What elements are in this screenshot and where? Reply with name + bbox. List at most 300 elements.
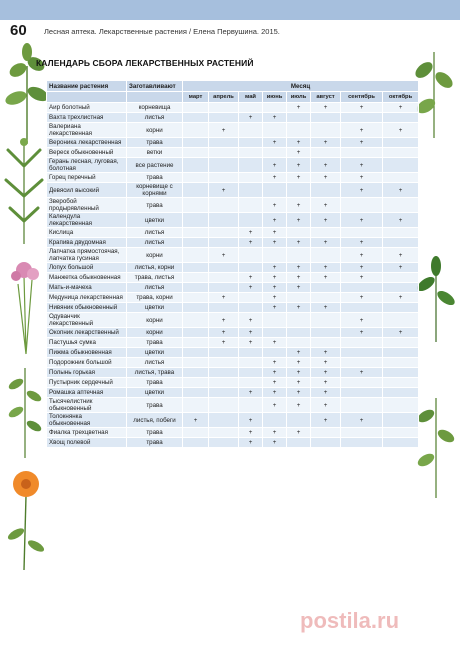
month-cell: + (239, 388, 263, 398)
table-row (47, 198, 419, 213)
month-header-row (47, 92, 419, 103)
month-header: июнь (263, 92, 287, 103)
month-cell (263, 148, 287, 158)
month-cell: + (311, 348, 341, 358)
plant-name-cell: Вереск обыкновенный (47, 148, 127, 158)
month-cell: + (263, 228, 287, 238)
month-header: октябрь (383, 92, 419, 103)
month-cell: + (311, 173, 341, 183)
month-cell (209, 398, 239, 413)
month-cell (287, 438, 311, 448)
month-cell: + (311, 388, 341, 398)
month-cell: + (287, 283, 311, 293)
plant-name-cell: Горец перечный (47, 173, 127, 183)
month-cell: + (287, 378, 311, 388)
table-row (47, 398, 419, 413)
plant-name-cell: Одуванчик лекарственный (47, 313, 127, 328)
month-cell: + (209, 328, 239, 338)
month-cell (239, 173, 263, 183)
month-cell (239, 378, 263, 388)
month-cell: + (209, 313, 239, 328)
month-cell (341, 338, 383, 348)
month-cell (383, 228, 419, 238)
plant-name-cell: Манжетка обыкновенная (47, 273, 127, 283)
table-row (47, 428, 419, 438)
month-cell (183, 293, 209, 303)
month-cell: + (341, 263, 383, 273)
month-cell: + (263, 283, 287, 293)
month-cell (183, 328, 209, 338)
month-cell: + (311, 213, 341, 228)
column-header-plant: Название растения (47, 81, 127, 92)
month-cell: + (287, 198, 311, 213)
month-cell: + (341, 213, 383, 228)
month-cell (183, 338, 209, 348)
column-header-month: Месяц (183, 81, 419, 92)
harvest-calendar-table (46, 80, 419, 448)
month-cell: + (311, 413, 341, 428)
month-cell: + (383, 123, 419, 138)
month-cell (341, 113, 383, 123)
month-cell (341, 378, 383, 388)
month-cell (209, 303, 239, 313)
table-row (47, 158, 419, 173)
month-cell: + (263, 238, 287, 248)
plant-name-cell: Пижма обыкновенная (47, 348, 127, 358)
month-cell: + (263, 368, 287, 378)
month-cell (383, 148, 419, 158)
month-cell (383, 348, 419, 358)
month-cell: + (209, 248, 239, 263)
plant-name-cell: Ромашка аптечная (47, 388, 127, 398)
month-cell (209, 103, 239, 113)
month-cell (383, 198, 419, 213)
table-row (47, 228, 419, 238)
month-cell (239, 348, 263, 358)
table-row (47, 388, 419, 398)
month-cell (239, 303, 263, 313)
month-cell (183, 113, 209, 123)
plant-name-cell: Календула лекарственная (47, 213, 127, 228)
month-cell (209, 148, 239, 158)
harvest-part-cell: цветки (127, 303, 183, 313)
month-cell (183, 228, 209, 238)
month-cell (183, 313, 209, 328)
plant-name-cell: Крапива двудомная (47, 238, 127, 248)
month-cell (383, 238, 419, 248)
month-cell: + (311, 273, 341, 283)
month-cell (183, 388, 209, 398)
month-cell: + (239, 283, 263, 293)
month-cell (263, 313, 287, 328)
plant-name-cell: Валериана лекарственная (47, 123, 127, 138)
month-cell (209, 213, 239, 228)
month-cell (383, 398, 419, 413)
table-row (47, 183, 419, 198)
month-cell: + (263, 388, 287, 398)
month-cell (341, 198, 383, 213)
month-cell: + (311, 263, 341, 273)
month-cell: + (263, 198, 287, 213)
month-cell: + (287, 173, 311, 183)
month-cell: + (239, 273, 263, 283)
month-cell: + (287, 398, 311, 413)
chives-flower-icon (4, 256, 48, 356)
plant-name-cell: Кислица (47, 228, 127, 238)
month-cell: + (383, 183, 419, 198)
month-cell: + (263, 138, 287, 148)
month-cell (209, 238, 239, 248)
month-cell (383, 173, 419, 183)
month-cell: + (263, 293, 287, 303)
month-cell (311, 338, 341, 348)
month-cell (209, 158, 239, 173)
month-cell: + (263, 428, 287, 438)
month-cell (383, 303, 419, 313)
month-cell: + (239, 228, 263, 238)
month-cell: + (341, 238, 383, 248)
harvest-part-cell: листья (127, 113, 183, 123)
harvest-part-cell: корни (127, 328, 183, 338)
harvest-part-cell: трава, листья (127, 273, 183, 283)
month-cell (209, 388, 239, 398)
month-cell: + (263, 398, 287, 413)
month-cell (311, 313, 341, 328)
month-cell: + (383, 103, 419, 113)
month-cell: + (311, 368, 341, 378)
month-cell (183, 183, 209, 198)
plant-name-cell: Пустырник сердечный (47, 378, 127, 388)
month-cell (287, 123, 311, 138)
harvest-part-cell: трава, корни (127, 293, 183, 303)
month-cell (239, 398, 263, 413)
month-cell (209, 428, 239, 438)
month-cell (239, 123, 263, 138)
harvest-part-cell: трава (127, 173, 183, 183)
month-cell (209, 348, 239, 358)
month-cell: + (311, 358, 341, 368)
harvest-part-cell: корневища (127, 103, 183, 113)
table-row (47, 358, 419, 368)
month-cell (239, 138, 263, 148)
harvest-part-cell: трава (127, 338, 183, 348)
table-row (47, 138, 419, 148)
harvest-part-cell: трава (127, 378, 183, 388)
month-cell (239, 368, 263, 378)
month-cell (383, 338, 419, 348)
month-cell (209, 368, 239, 378)
harvest-part-cell: цветки (127, 213, 183, 228)
month-cell: + (287, 263, 311, 273)
month-cell (287, 328, 311, 338)
table-row (47, 313, 419, 328)
table-row (47, 113, 419, 123)
month-header: июль (287, 92, 311, 103)
month-cell (311, 428, 341, 438)
month-cell (383, 138, 419, 148)
month-cell (311, 283, 341, 293)
plant-name-cell: Лапчатка прямостоячая, лапчатка гусиная (47, 248, 127, 263)
plant-name-cell: Зверобой продырявленный (47, 198, 127, 213)
month-cell (383, 413, 419, 428)
harvest-part-cell: ветки (127, 148, 183, 158)
month-cell: + (287, 273, 311, 283)
month-cell: + (311, 158, 341, 173)
month-cell: + (341, 158, 383, 173)
month-cell (239, 263, 263, 273)
table-row (47, 303, 419, 313)
month-cell (383, 113, 419, 123)
month-cell: + (287, 103, 311, 113)
month-cell (183, 248, 209, 263)
harvest-part-cell: трава (127, 138, 183, 148)
plant-name-cell: Лопух большой (47, 263, 127, 273)
month-cell (183, 378, 209, 388)
table-row (47, 438, 419, 448)
month-cell: + (341, 368, 383, 378)
table-row (47, 103, 419, 113)
month-cell (341, 428, 383, 438)
month-cell (183, 273, 209, 283)
month-cell: + (311, 103, 341, 113)
harvest-part-cell: листья (127, 238, 183, 248)
month-cell (383, 358, 419, 368)
calendula-flower-icon (4, 462, 48, 572)
month-cell (311, 228, 341, 238)
month-cell (183, 263, 209, 273)
month-cell (239, 198, 263, 213)
month-cell (383, 273, 419, 283)
month-cell (183, 138, 209, 148)
month-cell (183, 398, 209, 413)
month-cell (209, 358, 239, 368)
month-cell (341, 348, 383, 358)
month-cell: + (183, 413, 209, 428)
month-cell: + (239, 238, 263, 248)
table-row (47, 213, 419, 228)
month-cell (183, 103, 209, 113)
month-cell: + (263, 213, 287, 228)
month-cell (287, 413, 311, 428)
month-cell: + (209, 338, 239, 348)
table-body (47, 103, 419, 448)
month-cell (383, 283, 419, 293)
month-cell (209, 283, 239, 293)
month-cell: + (311, 378, 341, 388)
month-cell (209, 378, 239, 388)
harvest-part-cell: листья (127, 358, 183, 368)
plant-name-cell: Подорожник большой (47, 358, 127, 368)
table-row (47, 328, 419, 338)
month-cell (183, 148, 209, 158)
month-cell (311, 113, 341, 123)
month-header: апрель (209, 92, 239, 103)
bay-leaf-icon (414, 254, 458, 344)
month-cell (287, 248, 311, 263)
plant-name-cell: Мать-и-мачеха (47, 283, 127, 293)
month-cell (383, 378, 419, 388)
plant-name-cell: Аир болотный (47, 103, 127, 113)
month-cell (341, 283, 383, 293)
harvest-part-cell: корневище с корнями (127, 183, 183, 198)
month-cell (209, 228, 239, 238)
month-cell: + (287, 358, 311, 368)
running-title: Лесная аптека. Лекарственные растения / Елена Первушина. 2015. (44, 27, 280, 36)
table-row (47, 123, 419, 138)
month-cell: + (239, 328, 263, 338)
month-cell: + (287, 368, 311, 378)
top-color-band (0, 0, 460, 20)
month-cell: + (341, 173, 383, 183)
month-cell (209, 138, 239, 148)
month-cell (209, 438, 239, 448)
plant-name-cell: Хвощ полевой (47, 438, 127, 448)
table-row (47, 348, 419, 358)
month-cell (311, 183, 341, 198)
month-cell: + (263, 263, 287, 273)
plant-name-cell: Нивяник обыкновенный (47, 303, 127, 313)
harvest-part-cell: листья (127, 228, 183, 238)
month-cell (383, 158, 419, 173)
month-cell (341, 148, 383, 158)
harvest-part-cell: трава (127, 428, 183, 438)
month-cell (341, 388, 383, 398)
table-row (47, 338, 419, 348)
month-header: март (183, 92, 209, 103)
harvest-part-cell: корни (127, 248, 183, 263)
month-cell: + (263, 378, 287, 388)
harvest-part-cell: корни (127, 123, 183, 138)
plant-name-cell: Пастушья сумка (47, 338, 127, 348)
plant-name-cell: Вероника лекарственная (47, 138, 127, 148)
month-cell: + (263, 358, 287, 368)
table-row (47, 293, 419, 303)
month-cell (263, 183, 287, 198)
harvest-part-cell: трава (127, 198, 183, 213)
table-header-row (47, 81, 419, 92)
month-cell: + (287, 148, 311, 158)
month-cell (239, 293, 263, 303)
month-cell: + (341, 273, 383, 283)
month-cell (311, 248, 341, 263)
plant-name-cell: Девясил высокий (47, 183, 127, 198)
month-cell (239, 103, 263, 113)
month-cell (183, 358, 209, 368)
month-cell: + (287, 158, 311, 173)
month-cell (311, 438, 341, 448)
month-cell (341, 438, 383, 448)
month-cell: + (209, 293, 239, 303)
plant-name-cell: Герань лесная, луговая, болотная (47, 158, 127, 173)
harvest-part-cell: цветки (127, 388, 183, 398)
month-cell (383, 313, 419, 328)
month-cell: + (341, 413, 383, 428)
watermark: postila.ru (300, 608, 400, 633)
month-cell (311, 123, 341, 138)
month-cell (183, 198, 209, 213)
month-cell (183, 348, 209, 358)
month-cell (263, 103, 287, 113)
month-cell: + (263, 438, 287, 448)
month-cell: + (263, 338, 287, 348)
table-row (47, 413, 419, 428)
month-cell: + (341, 248, 383, 263)
sorrel-plant-icon (4, 36, 50, 146)
month-cell: + (341, 138, 383, 148)
empty-header-cell (127, 92, 183, 103)
page-number: 60 (10, 22, 27, 39)
month-cell (287, 183, 311, 198)
table-row (47, 273, 419, 283)
month-cell (209, 173, 239, 183)
month-cell (209, 198, 239, 213)
month-cell: + (287, 303, 311, 313)
month-cell (311, 328, 341, 338)
month-cell (341, 303, 383, 313)
harvest-part-cell: трава (127, 438, 183, 448)
month-cell (183, 368, 209, 378)
month-cell (209, 273, 239, 283)
month-cell (209, 113, 239, 123)
herb-sprig-icon (4, 360, 46, 460)
month-cell: + (239, 313, 263, 328)
plant-name-cell: Полынь горькая (47, 368, 127, 378)
plant-name-cell: Медуница лекарственная (47, 293, 127, 303)
month-cell (287, 313, 311, 328)
month-cell (263, 413, 287, 428)
month-cell: + (287, 428, 311, 438)
month-cell: + (209, 183, 239, 198)
month-cell: + (263, 113, 287, 123)
month-cell (183, 158, 209, 173)
month-cell (383, 388, 419, 398)
month-cell (239, 358, 263, 368)
month-cell: + (341, 313, 383, 328)
month-cell (209, 263, 239, 273)
harvest-part-cell: все растение (127, 158, 183, 173)
month-cell (263, 328, 287, 338)
plant-name-cell: Окопник лекарственный (47, 328, 127, 338)
month-cell (183, 283, 209, 293)
speedwell-plant-icon (2, 136, 46, 246)
month-cell: + (383, 263, 419, 273)
page-header (0, 20, 460, 42)
month-cell: + (287, 238, 311, 248)
month-cell (311, 148, 341, 158)
plant-name-cell: Вахта трехлистная (47, 113, 127, 123)
month-header: сентябрь (341, 92, 383, 103)
month-cell: + (311, 303, 341, 313)
month-cell: + (239, 113, 263, 123)
herb-sprig-icon (414, 390, 458, 500)
month-cell: + (341, 293, 383, 303)
month-cell: + (341, 123, 383, 138)
plant-name-cell: Толокнянка обыкновенная (47, 413, 127, 428)
plant-name-cell: Тысячелистник обыкновенный (47, 398, 127, 413)
month-cell: + (311, 238, 341, 248)
month-cell: + (311, 198, 341, 213)
month-cell: + (263, 303, 287, 313)
month-cell: + (263, 273, 287, 283)
month-cell: + (263, 158, 287, 173)
month-cell (287, 338, 311, 348)
month-header: май (239, 92, 263, 103)
month-cell (209, 413, 239, 428)
table-row (47, 378, 419, 388)
month-cell: + (287, 388, 311, 398)
month-cell (383, 428, 419, 438)
month-cell (383, 368, 419, 378)
